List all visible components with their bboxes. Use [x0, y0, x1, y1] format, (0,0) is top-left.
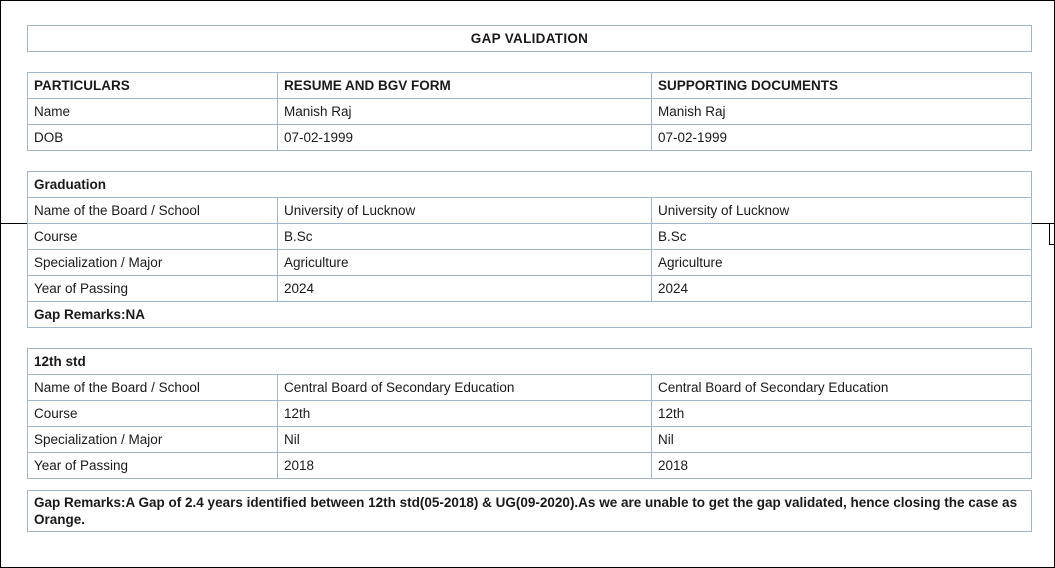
- gap-remarks-12th: Gap Remarks:A Gap of 2.4 years identified between 12th std(05-2018) & UG(09-2020).As we are unable to get the gap validated, hence closing the case as Orange.: [28, 491, 1032, 532]
- row-resume-course: B.Sc: [278, 224, 652, 250]
- spacer-after-graduation: [27, 328, 1031, 348]
- gap-remarks-table: [27, 490, 1032, 532]
- graduation-table: [27, 171, 1032, 328]
- row-supporting-specialization: Agriculture: [652, 250, 1032, 276]
- table-row: [28, 99, 1032, 125]
- column-header-resume: RESUME AND BGV FORM: [278, 73, 652, 99]
- row-label-board-school-12th: Name of the Board / School: [28, 375, 278, 401]
- table-row: [28, 453, 1032, 479]
- row-resume-specialization-12th: Nil: [278, 427, 652, 453]
- row-label-board-school: Name of the Board / School: [28, 198, 278, 224]
- row-label-course-12th: Course: [28, 401, 278, 427]
- column-header-supporting: SUPPORTING DOCUMENTS: [652, 73, 1032, 99]
- spacer-after-identity: [27, 151, 1031, 171]
- table-row: [28, 198, 1032, 224]
- title-row: [28, 26, 1032, 52]
- row-label-year-of-passing-12th: Year of Passing: [28, 453, 278, 479]
- row-label-course: Course: [28, 224, 278, 250]
- row-supporting-course-12th: 12th: [652, 401, 1032, 427]
- row-resume-course-12th: 12th: [278, 401, 652, 427]
- row-supporting-year-of-passing-12th: 2018: [652, 453, 1032, 479]
- row-supporting-course: B.Sc: [652, 224, 1032, 250]
- scan-artifact-line-vertical: [1049, 223, 1050, 245]
- section-heading-row-graduation: [28, 172, 1032, 198]
- row-supporting-dob: 07-02-1999: [652, 125, 1032, 151]
- row-resume-board-school: University of Lucknow: [278, 198, 652, 224]
- identity-table: [27, 72, 1032, 151]
- section-heading-graduation: Graduation: [28, 172, 1032, 198]
- table-row: [28, 276, 1032, 302]
- row-supporting-year-of-passing: 2024: [652, 276, 1032, 302]
- section-heading-row-12th: [28, 349, 1032, 375]
- column-header-particulars: PARTICULARS: [28, 73, 278, 99]
- row-supporting-name: Manish Raj: [652, 99, 1032, 125]
- table-row: [28, 427, 1032, 453]
- row-resume-specialization: Agriculture: [278, 250, 652, 276]
- row-resume-name: Manish Raj: [278, 99, 652, 125]
- row-resume-year-of-passing-12th: 2018: [278, 453, 652, 479]
- table-row: [28, 250, 1032, 276]
- gap-remarks-row-12th: [28, 491, 1032, 532]
- row-supporting-board-school: University of Lucknow: [652, 198, 1032, 224]
- gap-remarks-row-graduation: [28, 302, 1032, 328]
- section-heading-12th: 12th std: [28, 349, 1032, 375]
- table-row: [28, 375, 1032, 401]
- gap-remarks-graduation: Gap Remarks:NA: [28, 302, 1032, 328]
- row-label-year-of-passing: Year of Passing: [28, 276, 278, 302]
- row-label-specialization-12th: Specialization / Major: [28, 427, 278, 453]
- table-row: [28, 401, 1032, 427]
- row-label-dob: DOB: [28, 125, 278, 151]
- row-resume-dob: 07-02-1999: [278, 125, 652, 151]
- row-label-name: Name: [28, 99, 278, 125]
- document-body: [27, 25, 1031, 532]
- spacer-before-remarks: [27, 479, 1031, 490]
- scan-artifact-line-horizontal-short: [1049, 244, 1055, 245]
- row-resume-board-school-12th: Central Board of Secondary Education: [278, 375, 652, 401]
- title-table: [27, 25, 1032, 52]
- identity-header-row: [28, 73, 1032, 99]
- row-resume-year-of-passing: 2024: [278, 276, 652, 302]
- document-title: GAP VALIDATION: [28, 26, 1032, 52]
- spacer-after-title: [27, 52, 1031, 72]
- twelfth-std-table: [27, 348, 1032, 479]
- table-row: [28, 125, 1032, 151]
- row-label-specialization: Specialization / Major: [28, 250, 278, 276]
- table-row: [28, 224, 1032, 250]
- row-supporting-specialization-12th: Nil: [652, 427, 1032, 453]
- row-supporting-board-school-12th: Central Board of Secondary Education: [652, 375, 1032, 401]
